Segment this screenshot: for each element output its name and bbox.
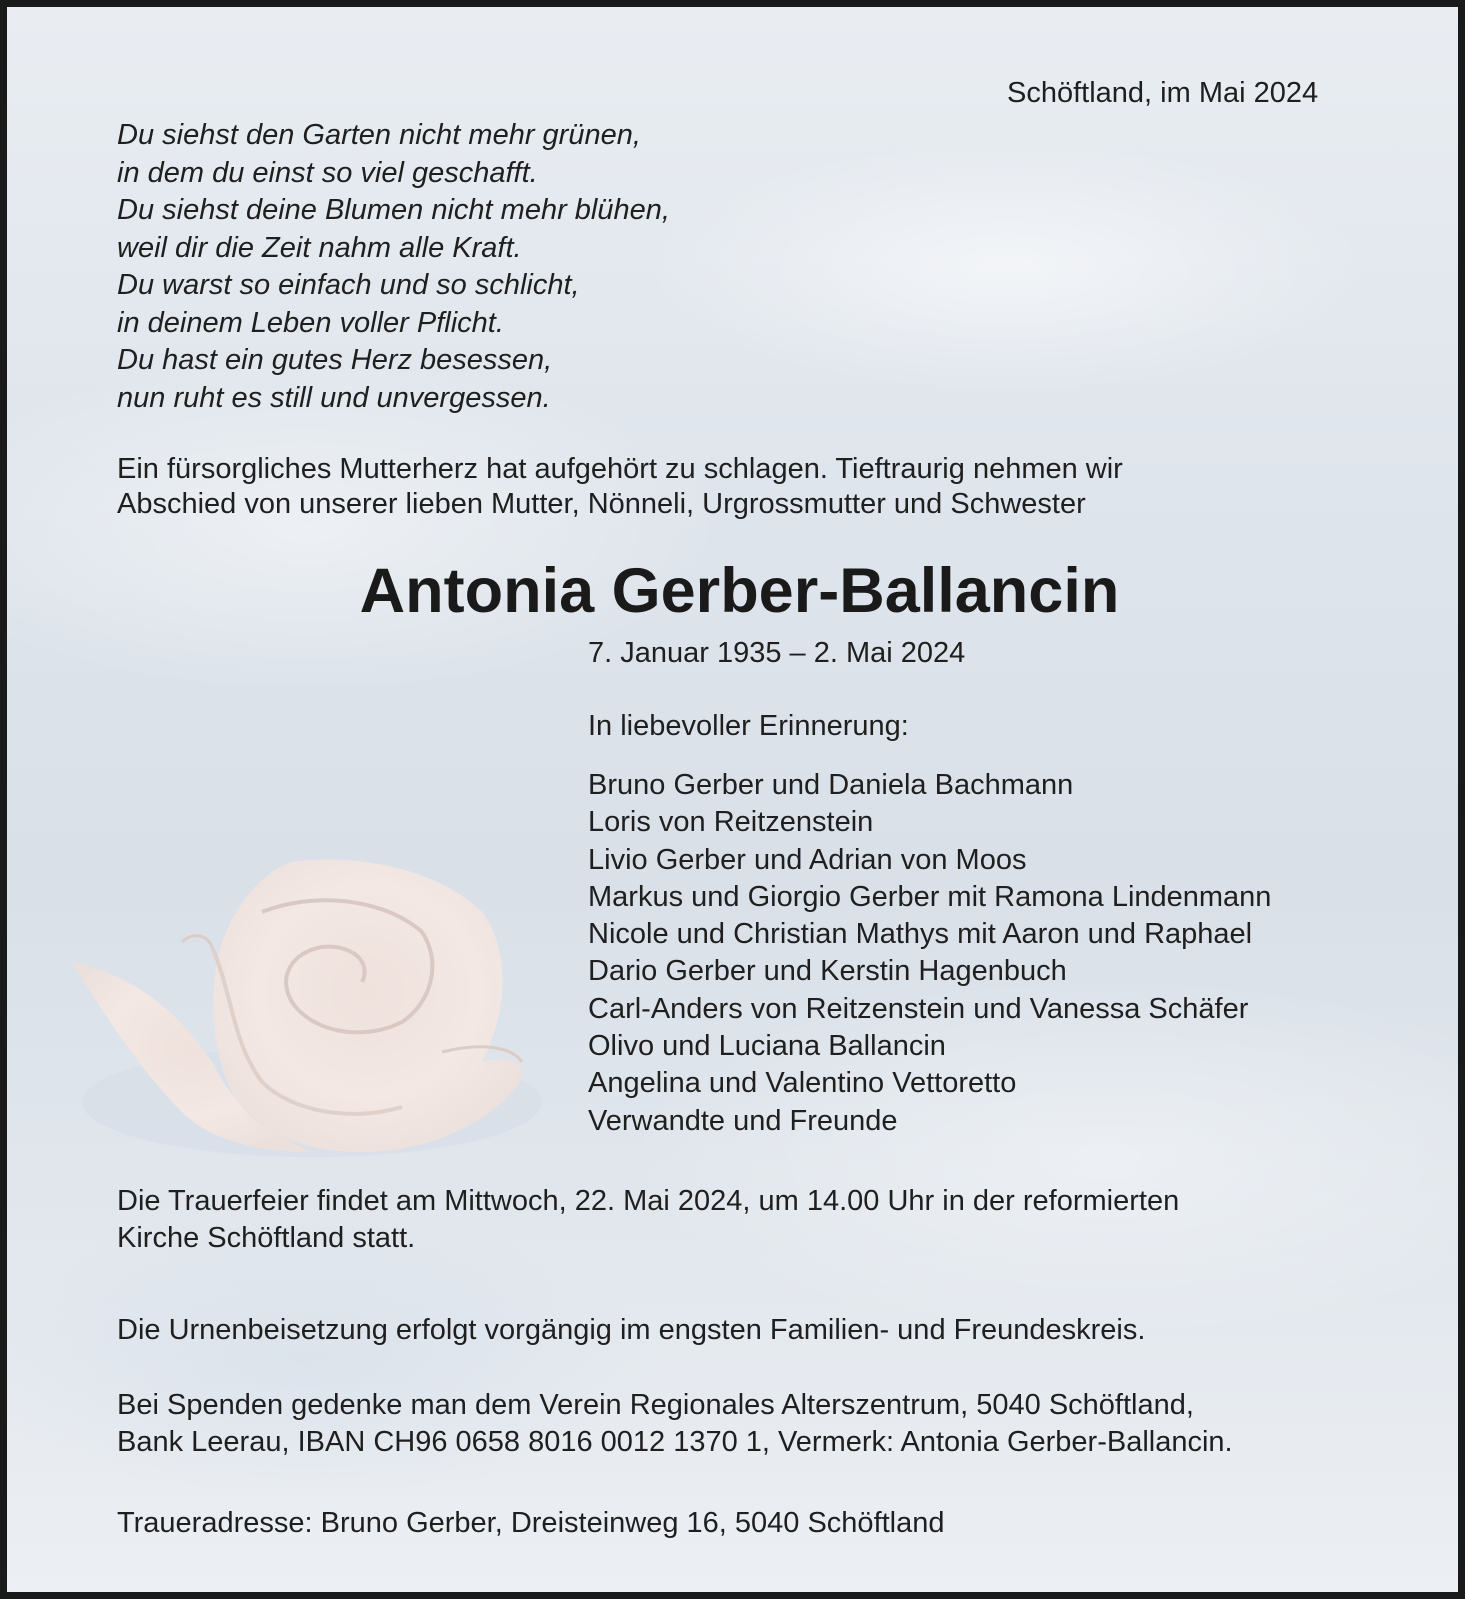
mourner-entry: Nicole und Christian Mathys mit Aaron und Raphael — [588, 918, 1253, 951]
poem-line: Du warst so einfach und so schlicht, — [117, 269, 580, 301]
mourners-list — [588, 767, 1271, 1140]
mourner-entry: Bruno Gerber und Daniela Bachmann — [588, 769, 1074, 801]
mourner-entry: Olivo und Luciana Ballancin — [588, 1030, 946, 1063]
donation-info — [117, 1387, 1233, 1461]
life-dates: 7. Januar 1935 – 2. Mai 2024 — [588, 637, 966, 669]
memory-heading: In liebevoller Erinnerung: — [588, 710, 909, 742]
poem — [117, 117, 670, 417]
mourning-address: Traueradresse: Bruno Gerber, Dreisteinweg 16, 5040 Schöftland — [117, 1507, 945, 1539]
mourner-entry: Dario Gerber und Kerstin Hagenbuch — [588, 955, 1067, 988]
mourner-entry: Markus und Giorgio Gerber mit Ramona Lindenmann — [588, 880, 1272, 913]
place-date: Schöftland, im Mai 2024 — [1007, 77, 1319, 109]
mourner-entry: Livio Gerber und Adrian von Moos — [588, 843, 1027, 876]
funeral-line: Kirche Schöftland statt. — [117, 1222, 416, 1254]
donation-line: Bank Leerau, IBAN CH96 0658 8016 0012 1370 1, Vermerk: Antonia Gerber-Ballancin. — [117, 1426, 1233, 1458]
donation-line: Bei Spenden gedenke man dem Verein Regionales Alterszentrum, 5040 Schöftland, — [117, 1389, 1194, 1421]
poem-line: in dem du einst so viel geschafft. — [117, 156, 538, 189]
poem-line: Du siehst den Garten nicht mehr grünen, — [117, 119, 641, 151]
intro-text — [117, 452, 1123, 522]
intro-line: Abschied von unserer lieben Mutter, Nönneli, Urgrossmutter und Schwester — [117, 488, 1086, 520]
mourner-entry: Loris von Reitzenstein — [588, 806, 874, 839]
mourner-entry: Verwandte und Freunde — [588, 1104, 898, 1137]
mourner-entry: Carl-Anders von Reitzenstein und Vanessa Schäfer — [588, 992, 1249, 1025]
poem-line: nun ruht es still und unvergessen. — [117, 381, 551, 414]
poem-line: Du siehst deine Blumen nicht mehr blühen, — [117, 194, 670, 226]
poem-line: in deinem Leben voller Pflicht. — [117, 306, 504, 339]
deceased-name: Antonia Gerber-Ballancin — [359, 556, 1120, 626]
funeral-info — [117, 1183, 1179, 1257]
rose-illustration — [62, 852, 542, 1172]
funeral-line: Die Trauerfeier findet am Mittwoch, 22. Mai 2024, um 14.00 Uhr in der reformierten — [117, 1185, 1180, 1217]
mourner-entry: Angelina und Valentino Vettoretto — [588, 1067, 1017, 1100]
poem-line: weil dir die Zeit nahm alle Kraft. — [117, 231, 522, 264]
urn-info: Die Urnenbeisetzung erfolgt vorgängig im engsten Familien- und Freundeskreis. — [117, 1314, 1146, 1346]
poem-line: Du hast ein gutes Herz besessen, — [117, 344, 553, 376]
intro-line: Ein fürsorgliches Mutterherz hat aufgehört zu schlagen. Tieftraurig nehmen wir — [117, 453, 1123, 485]
